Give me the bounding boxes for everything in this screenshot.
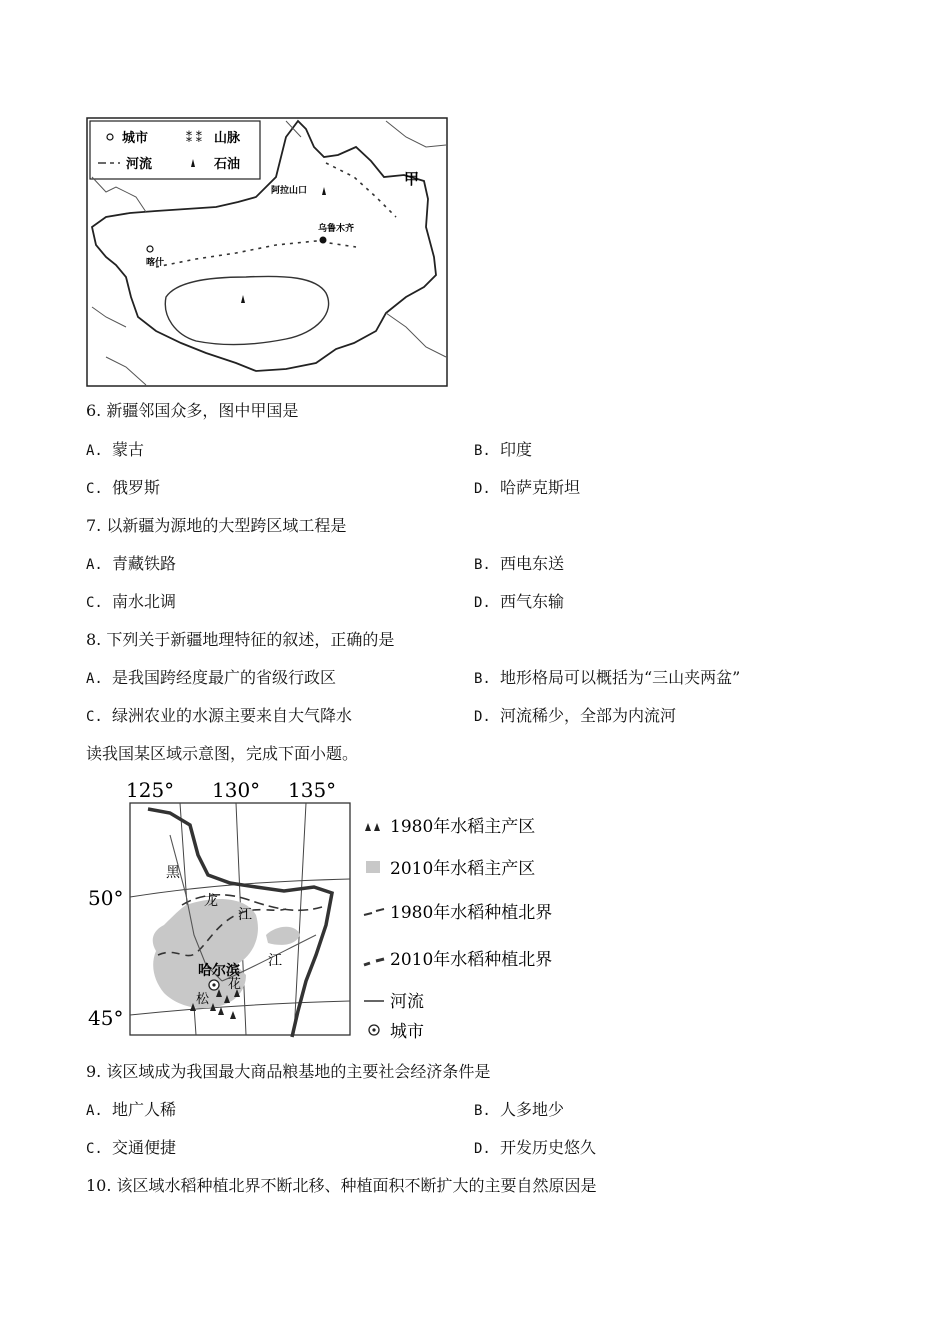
option-letter: A.	[86, 1103, 103, 1119]
jia-country-label: 甲	[404, 170, 420, 188]
lon-label-125: 125°	[126, 778, 175, 802]
legend-rice-1980: 1980年水稻主产区	[390, 817, 536, 837]
legend-oil-label: 石油	[214, 157, 241, 172]
legend-river-label: 河流	[126, 157, 153, 172]
question-10-stem: 10. 该区域水稻种植北界不断北移、种植面积不断扩大的主要自然原因是	[86, 1176, 597, 1195]
section-intro: 读我国某区域示意图，完成下面小题。	[86, 744, 359, 763]
option-text: 交通便捷	[112, 1138, 177, 1157]
legend-bound-1980: 1980年水稻种植北界	[390, 903, 553, 923]
q7-option-a[interactable]	[86, 554, 176, 575]
option-text: 蒙古	[112, 440, 145, 459]
question-9-stem: 9. 该区域成为我国最大商品粮基地的主要社会经济条件是	[86, 1062, 491, 1081]
lon-label-135: 135°	[288, 778, 337, 802]
legend-river: 河流	[390, 992, 424, 1012]
option-text: 印度	[500, 440, 533, 459]
map2-legend	[364, 816, 552, 1042]
q9-option-d[interactable]	[474, 1138, 596, 1159]
legend-city-label: 城市	[122, 131, 149, 146]
option-letter: D.	[474, 709, 491, 725]
legend-rice-2010: 2010年水稻主产区	[390, 859, 536, 879]
q9-option-b[interactable]	[474, 1100, 564, 1121]
option-text: 俄罗斯	[112, 478, 161, 497]
xinjiang-map	[86, 117, 448, 387]
question-6-stem: 6. 新疆邻国众多，图中甲国是	[86, 401, 299, 420]
question-8-stem: 8. 下列关于新疆地理特征的叙述，正确的是	[86, 630, 395, 649]
label-jiang-1: 江	[238, 907, 252, 923]
option-text: 西电东送	[500, 554, 565, 573]
legend-bound-1980-symbol	[364, 909, 384, 915]
label-hei: 黑	[166, 865, 180, 881]
lon-label-130: 130°	[212, 778, 261, 802]
option-letter: D.	[474, 1141, 491, 1157]
q8-option-d[interactable]	[474, 706, 676, 727]
q7-option-c[interactable]	[86, 592, 176, 613]
option-letter: A.	[86, 557, 103, 573]
q6-option-b[interactable]	[474, 440, 532, 461]
option-letter: B.	[474, 671, 491, 687]
option-text: 地形格局可以概括为“三山夹两盆”	[500, 668, 741, 687]
heilongjiang-map-svg	[86, 775, 606, 1045]
option-text: 青藏铁路	[112, 554, 177, 573]
option-text: 河流稀少，全部为内流河	[500, 706, 677, 725]
q8-option-a[interactable]	[86, 668, 336, 689]
option-text: 是我国跨经度最广的省级行政区	[112, 668, 337, 687]
q9-option-a[interactable]	[86, 1100, 176, 1121]
option-letter: D.	[474, 595, 491, 611]
legend-bound-2010: 2010年水稻种植北界	[390, 950, 553, 970]
q6-option-a[interactable]	[86, 440, 144, 461]
option-letter: A.	[86, 443, 103, 459]
option-text: 地广人稀	[112, 1100, 177, 1119]
kashgar-label: 喀什	[146, 258, 165, 268]
label-song: 松	[196, 992, 210, 1007]
xinjiang-map-svg	[86, 117, 448, 387]
legend-mountain-label: 山脉	[214, 131, 241, 146]
q7-option-d[interactable]	[474, 592, 564, 613]
urumqi-city-icon	[320, 237, 327, 244]
q8-option-b[interactable]	[474, 668, 740, 689]
heilongjiang-map	[86, 775, 606, 1045]
option-letter: C.	[86, 1141, 103, 1157]
label-hua: 花	[228, 977, 242, 992]
legend-rice-2010-symbol	[366, 861, 380, 873]
legend-rice-1980-symbol	[365, 823, 380, 831]
q7-option-b[interactable]	[474, 554, 564, 575]
label-jiang-2: 江	[268, 953, 282, 969]
lat-label-45: 45°	[88, 1006, 124, 1030]
option-text: 绿洲农业的水源主要来自大气降水	[112, 706, 353, 725]
option-text: 哈萨克斯坦	[500, 478, 581, 497]
option-letter: D.	[474, 481, 491, 497]
option-text: 西气东输	[500, 592, 565, 611]
option-letter: B.	[474, 1103, 491, 1119]
legend-city: 城市	[390, 1022, 424, 1042]
q9-option-c[interactable]	[86, 1138, 176, 1159]
option-letter: C.	[86, 595, 103, 611]
lat-label-50: 50°	[88, 886, 124, 910]
option-letter: A.	[86, 671, 103, 687]
option-text: 南水北调	[112, 592, 177, 611]
option-letter: C.	[86, 481, 103, 497]
option-text: 开发历史悠久	[500, 1138, 597, 1157]
legend-mountain-symbol: ⁑ ⁑	[186, 131, 202, 145]
q8-option-c[interactable]	[86, 706, 352, 727]
legend-bound-2010-symbol	[364, 959, 384, 965]
question-7-stem: 7. 以新疆为源地的大型跨区域工程是	[86, 516, 347, 535]
q6-option-c[interactable]	[86, 478, 160, 499]
option-letter: B.	[474, 443, 491, 459]
q6-option-d[interactable]	[474, 478, 580, 499]
altai-label: 阿拉山口	[271, 186, 308, 196]
label-long: 龙	[204, 893, 218, 909]
option-text: 人多地少	[500, 1100, 565, 1119]
option-letter: B.	[474, 557, 491, 573]
urumqi-label: 乌鲁木齐	[318, 224, 355, 234]
option-letter: C.	[86, 709, 103, 725]
label-harbin: 哈尔滨	[198, 963, 240, 979]
